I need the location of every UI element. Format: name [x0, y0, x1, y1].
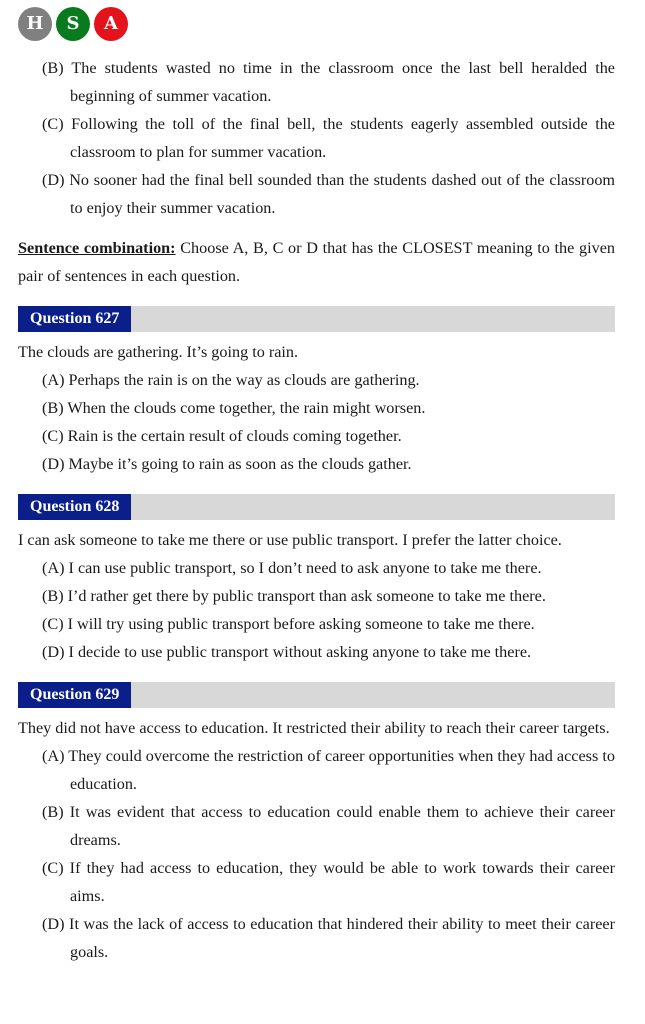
logo-letter-a: A	[94, 7, 128, 41]
option-b: (B) When the clouds come together, the rain might worsen.	[42, 399, 426, 417]
question-prompt: They did not have access to education. It restricted their ability to reach their career targets.	[18, 719, 610, 737]
option-a: (A) I can use public transport, so I don’t need to ask anyone to take me there.	[42, 559, 542, 577]
section-instruction-text: Choose A, B, C or D that has the CLOSEST meaning to the given pair of sentences in each question.	[18, 239, 615, 285]
option-b: (B) I’d rather get there by public transport than ask someone to take me there.	[42, 587, 546, 605]
logo-letter-h: H	[18, 7, 52, 41]
document-body	[18, 54, 615, 966]
hsa-logo	[18, 7, 132, 41]
question-prompt: The clouds are gathering. It’s going to rain.	[18, 343, 299, 361]
question-label: Question 629	[18, 682, 131, 708]
question-prompt: I can ask someone to take me there or use public transport. I prefer the latter choice.	[18, 531, 562, 549]
prev-option-c: (C) Following the toll of the final bell, the students eagerly assembled outside the classroom to plan for summer vacation.	[42, 115, 615, 161]
option-b: (B) It was evident that access to education could enable them to achieve their career dreams.	[42, 803, 615, 849]
prev-option-d: (D) No sooner had the final bell sounded than the students dashed out of the classroom to enjoy their summer vacation.	[42, 171, 615, 217]
question-label: Question 628	[18, 494, 131, 520]
logo-letter-s: S	[56, 7, 90, 41]
section-instruction	[18, 234, 615, 290]
option-c: (C) I will try using public transport before asking someone to take me there.	[42, 615, 535, 633]
option-a: (A) Perhaps the rain is on the way as clouds are gathering.	[42, 371, 420, 389]
question-label: Question 627	[18, 306, 131, 332]
question-header-bar	[18, 494, 615, 520]
section-label: Sentence combination:	[18, 239, 176, 257]
prev-option-b: (B) The students wasted no time in the classroom once the last bell heralded the beginning of summer vacation.	[42, 59, 615, 105]
option-d: (D) I decide to use public transport without asking anyone to take me there.	[42, 643, 532, 661]
option-d: (D) Maybe it’s going to rain as soon as the clouds gather.	[42, 455, 412, 473]
option-a: (A) They could overcome the restriction of career opportunities when they had access to education.	[42, 747, 615, 793]
option-c: (C) If they had access to education, they would be able to work towards their career aims.	[42, 859, 615, 905]
question-header-bar	[18, 306, 615, 332]
option-d: (D) It was the lack of access to education that hindered their ability to meet their career goals.	[42, 915, 615, 961]
option-c: (C) Rain is the certain result of clouds coming together.	[42, 427, 402, 445]
question-header-bar	[18, 682, 615, 708]
